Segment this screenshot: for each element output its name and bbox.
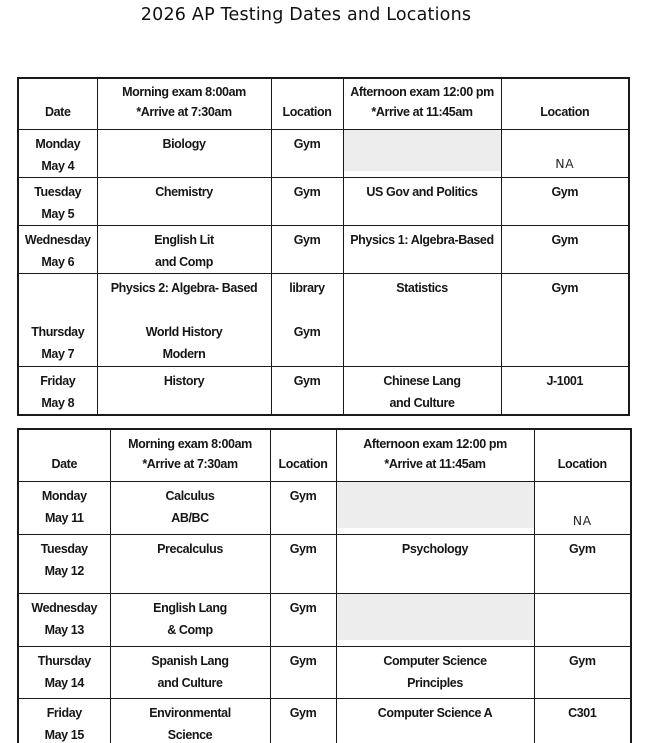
afternoon-exam-cell [343, 177, 501, 225]
date-cell [18, 698, 110, 743]
cell-line: Location [540, 104, 590, 119]
morning-location-cell [270, 534, 336, 593]
header-afternoon-exam [343, 78, 501, 129]
table-row [18, 273, 629, 366]
morning-location-cell [271, 177, 343, 225]
morning-exam-cell [97, 273, 271, 366]
date-cell [18, 225, 97, 273]
afternoon-exam-cell [336, 593, 534, 646]
cell-line: Friday [46, 705, 82, 720]
cell-line: Physics 1: Algebra-Based [350, 232, 494, 247]
afternoon-exam-cell [343, 225, 501, 273]
morning-exam-cell [110, 593, 270, 646]
morning-exam-cell [110, 534, 270, 593]
table-row [18, 225, 629, 273]
morning-location-cell [270, 481, 336, 534]
cell-line: Chemistry [155, 184, 213, 199]
cell-line: and Culture [389, 395, 455, 410]
header-row [18, 78, 629, 129]
cell-line: Environmental [149, 705, 231, 720]
afternoon-exam-cell [343, 129, 501, 177]
cell-line: Gym [293, 373, 321, 388]
header-afternoon-location [501, 78, 629, 129]
cell-line: May 15 [44, 727, 84, 742]
shaded-region [337, 594, 534, 640]
morning-location-cell [270, 593, 336, 646]
morning-exam-cell [97, 366, 271, 415]
afternoon-exam-cell [336, 646, 534, 698]
table-row [18, 366, 629, 415]
cell-line: Tuesday [40, 541, 88, 556]
cell-line: May 14 [44, 675, 84, 690]
cell-line: May 13 [44, 622, 84, 637]
page-title: 2026 AP Testing Dates and Locations [140, 5, 472, 25]
morning-exam-cell [110, 698, 270, 743]
cell-line: May 8 [41, 395, 75, 410]
cell-line: Spanish Lang [151, 653, 229, 668]
table-row [18, 698, 631, 743]
cell-line: Friday [40, 373, 76, 388]
cell-line: Gym [289, 488, 317, 503]
header-date [18, 429, 110, 481]
cell-line: Gym [289, 600, 317, 615]
cell-line: Wednesday [24, 232, 91, 247]
cell-line: US Gov and Politics [366, 184, 478, 199]
cell-line: *Arrive at 11:45am [371, 104, 473, 119]
cell-line: *Arrive at 11:45am [384, 456, 486, 471]
morning-location-cell [271, 273, 343, 366]
date-cell [18, 481, 110, 534]
afternoon-location-cell [534, 698, 631, 743]
header-afternoon-exam [336, 429, 534, 481]
table-row [18, 177, 629, 225]
date-cell [18, 534, 110, 593]
cell-line: Gym [289, 541, 317, 556]
morning-exam-cell [97, 225, 271, 273]
cell-line: Wednesday [31, 600, 98, 615]
cell-line: History [163, 373, 205, 388]
cell-line [98, 299, 271, 321]
afternoon-exam-cell [343, 366, 501, 415]
cell-line: Gym [293, 324, 321, 339]
cell-line: NA [572, 512, 592, 528]
afternoon-location-cell [534, 593, 631, 646]
cell-line: AB/BC [171, 510, 209, 525]
cell-line: C301 [568, 705, 597, 720]
cell-line: Modern [162, 346, 206, 361]
cell-line: Gym [568, 541, 596, 556]
header-morning-location [271, 78, 343, 129]
cell-line: Gym [551, 232, 579, 247]
cell-line: Afternoon exam 12:00 pm [363, 436, 507, 451]
ap-testing-table-week-2 [17, 428, 632, 743]
cell-line: Tuesday [34, 184, 82, 199]
afternoon-location-cell [501, 366, 629, 415]
cell-line: May 5 [41, 206, 75, 221]
date-cell [18, 129, 97, 177]
cell-line: Location [282, 104, 332, 119]
morning-exam-cell [97, 177, 271, 225]
ap-testing-table-week-1 [17, 77, 630, 416]
cell-line: Location [557, 456, 607, 471]
cell-line: Monday [41, 488, 87, 503]
shaded-region [344, 130, 501, 171]
cell-line: Computer Science [383, 653, 487, 668]
header-morning-exam [110, 429, 270, 481]
table-row [18, 129, 629, 177]
cell-line: English Lang [153, 600, 227, 615]
cell-line: Thursday [31, 324, 85, 339]
cell-line: Monday [35, 136, 81, 151]
cell-line [19, 299, 97, 321]
cell-line: and Culture [157, 675, 223, 690]
morning-exam-cell [110, 646, 270, 698]
afternoon-exam-cell [343, 273, 501, 366]
cell-line: J-1001 [546, 373, 584, 388]
cell-line: Date [45, 104, 71, 119]
cell-line: Precalculus [157, 541, 223, 556]
cell-line: & Comp [167, 622, 213, 637]
cell-line: Afternoon exam 12:00 pm [350, 84, 494, 99]
cell-line: May 6 [41, 254, 75, 269]
cell-line: Location [278, 456, 328, 471]
cell-line: and Comp [155, 254, 213, 269]
cell-line: Gym [293, 232, 321, 247]
cell-line: Gym [293, 184, 321, 199]
cell-line: Science [167, 727, 213, 742]
header-morning-exam [97, 78, 271, 129]
morning-location-cell [271, 225, 343, 273]
afternoon-location-cell [534, 534, 631, 593]
cell-line: May 7 [41, 346, 75, 361]
morning-location-cell [271, 366, 343, 415]
cell-line: *Arrive at 7:30am [142, 456, 238, 471]
cell-line: May 11 [44, 510, 84, 525]
cell-line: May 12 [44, 563, 84, 578]
table-row [18, 481, 631, 534]
cell-line: NA [555, 155, 575, 171]
morning-location-cell [270, 646, 336, 698]
afternoon-location-cell [501, 225, 629, 273]
header-morning-location [270, 429, 336, 481]
cell-line: Morning exam 8:00am [128, 436, 252, 451]
cell-line: Gym [568, 653, 596, 668]
afternoon-location-cell [501, 177, 629, 225]
cell-line: *Arrive at 7:30am [136, 104, 232, 119]
header-afternoon-location [534, 429, 631, 481]
date-cell [18, 366, 97, 415]
date-cell [18, 177, 97, 225]
cell-line: Morning exam 8:00am [122, 84, 246, 99]
cell-line: library [289, 280, 325, 295]
cell-line: May 4 [41, 158, 75, 173]
afternoon-location-cell [534, 646, 631, 698]
table-row [18, 534, 631, 593]
cell-line [272, 299, 343, 321]
cell-line: Physics 2: Algebra- Based [110, 280, 258, 295]
cell-line: Gym [551, 184, 579, 199]
date-cell [18, 273, 97, 366]
cell-line: Gym [289, 705, 317, 720]
date-cell [18, 646, 110, 698]
header-date [18, 78, 97, 129]
header-row [18, 429, 631, 481]
cell-line: Thursday [37, 653, 91, 668]
cell-line: Gym [293, 136, 321, 151]
cell-line: Principles [407, 675, 463, 690]
table-row [18, 593, 631, 646]
cell-line: Calculus [165, 488, 215, 503]
cell-line: Psychology [401, 541, 469, 556]
cell-line: English Lit [154, 232, 214, 247]
cell-line: Gym [551, 280, 579, 295]
cell-line: World History [145, 324, 223, 339]
cell-line: Biology [162, 136, 206, 151]
shaded-region [337, 482, 534, 528]
cell-line: Chinese Lang [383, 373, 461, 388]
cell-line: Date [51, 456, 77, 471]
cell-line: Statistics [396, 280, 448, 295]
morning-exam-cell [110, 481, 270, 534]
morning-location-cell [271, 129, 343, 177]
cell-line: Computer Science A [377, 705, 493, 720]
afternoon-exam-cell [336, 481, 534, 534]
cell-line [19, 277, 97, 299]
afternoon-location-cell [501, 273, 629, 366]
morning-location-cell [270, 698, 336, 743]
afternoon-location-cell [501, 129, 629, 177]
afternoon-exam-cell [336, 698, 534, 743]
morning-exam-cell [97, 129, 271, 177]
afternoon-location-cell [534, 481, 631, 534]
table-row [18, 646, 631, 698]
afternoon-exam-cell [336, 534, 534, 593]
cell-line: Gym [289, 653, 317, 668]
date-cell [18, 593, 110, 646]
